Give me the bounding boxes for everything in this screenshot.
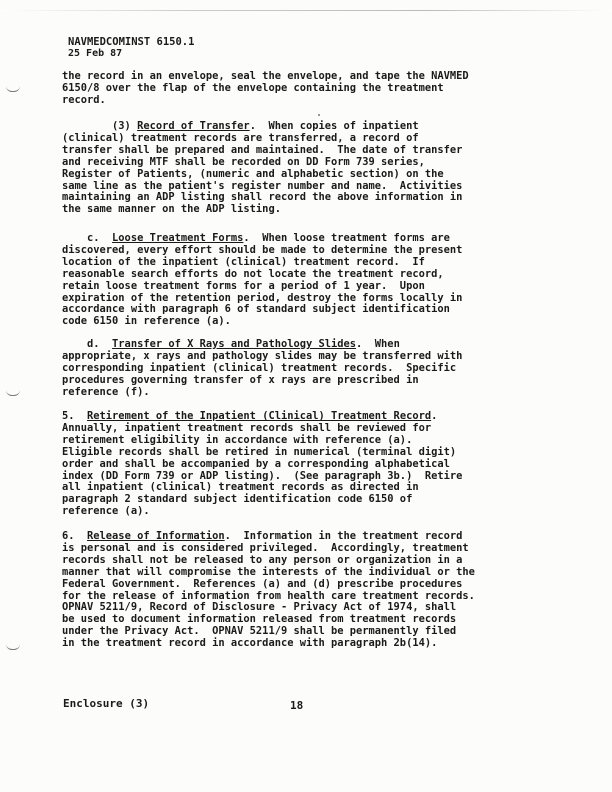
margin-mark	[6, 390, 20, 396]
paragraph-title: Transfer of X Rays and Pathology Slides	[112, 338, 357, 350]
page-number: 18	[290, 699, 304, 712]
paragraph-title: Retirement of the Inpatient (Clinical) Treatment Record	[87, 410, 432, 422]
paragraph-title: Release of Information	[87, 530, 225, 542]
paragraph-record-of-transfer: (3) Record of Transfer. When copies of inpatient (clinical) treatment records are transferred, a record of transfer shall be prepared and maintained. The date of transfer and receiving MTF shall be recorded on DD Form 739 series, Register of Patients, (numeric and alphabetic section) on the same line as the patient's register number and name. Activities maintaining an ADP listing shall record the above information in the same manner on the ADP listing.	[62, 120, 463, 216]
paragraph-title: Record of Transfer	[137, 120, 250, 132]
paragraph-title: Loose Treatment Forms	[112, 232, 244, 244]
margin-mark	[6, 86, 20, 92]
margin-mark	[6, 644, 20, 650]
paragraph-transfer-x-rays: d. Transfer of X Rays and Pathology Slides. When appropriate, x rays and pathology slides may be transferred with corresponding inpatient (clinical) treatment records. Specific procedures governing transfer of x rays are prescribed in reference (f).	[62, 338, 463, 398]
enclosure-label: Enclosure (3)	[63, 697, 150, 710]
paragraph-loose-treatment-forms: c. Loose Treatment Forms. When loose treatment forms are discovered, every effort should be made to determine the present location of the inpatient (clinical) treatment record. If reasonable search efforts do not locate the treatment record, retain loose treatment forms for a period of 1 year. Upon expiration of the retention period, destroy the forms locally in accordance with paragraph 6 of standard subject identification code 6150 in reference (a).	[62, 232, 463, 328]
doc-id: NAVMEDCOMINST 6150.1	[68, 36, 195, 48]
continuation-paragraph	[62, 71, 552, 107]
text-line: the record in an envelope, seal the envelope, and tape the NAVMED	[62, 70, 469, 82]
paragraph-release-of-information: 6. Release of Information. Information in the treatment record is personal and is considered privileged. Accordingly, treatment records shall not be released to any person or organization in a manner that will compromise the interests of the individual or the Federal Government. References (a) and (d) prescribe procedures for the release of information from health care treatment records. OPNAV 5211/9, Record of Disclosure - Privacy Act of 1974, shall be used to document information released from treatment records under the Privacy Act. OPNAV 5211/9 shall be permanently filed in the treatment record in accordance with paragraph 2b(14).	[62, 530, 475, 650]
speck	[318, 114, 320, 116]
paragraph-retirement: 5. Retirement of the Inpatient (Clinical) Treatment Record. Annually, inpatient treatment records shall be reviewed for retirement eligibility in accordance with reference (a). Eligible records shall be retired in numerical (terminal digit) order and shall be accompanied by a corresponding alphabetical index (DD Form 739 or ADP listing). (See paragraph 3b.) Retire all inpatient (clinical) treatment records as directed in paragraph 2 standard subject identification code 6150 of reference (a).	[62, 410, 463, 518]
text-line: 6150/8 over the flap of the envelope containing the treatment	[62, 81, 444, 94]
doc-date: 25 Feb 87	[68, 48, 123, 59]
text-line: record.	[62, 93, 106, 106]
scan-edge-line	[0, 10, 612, 11]
